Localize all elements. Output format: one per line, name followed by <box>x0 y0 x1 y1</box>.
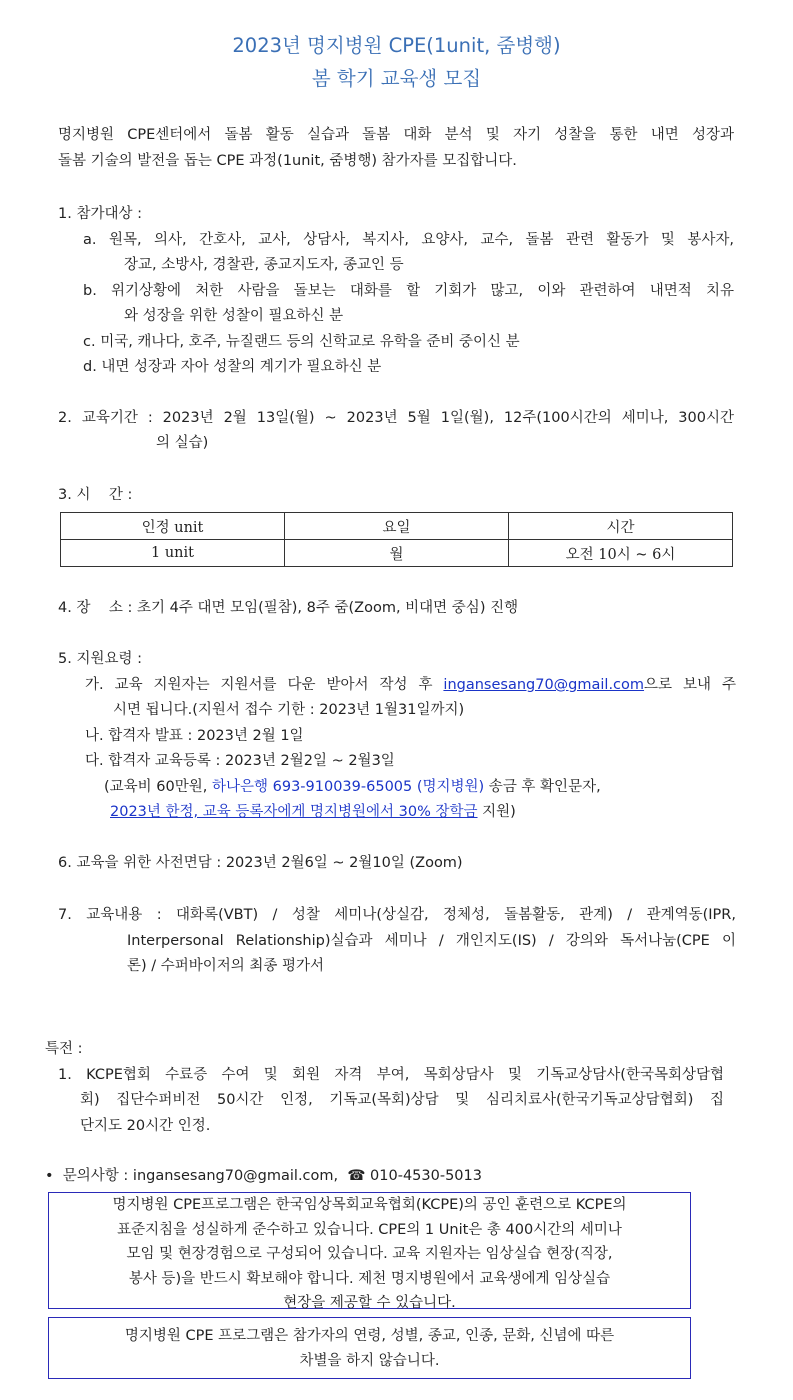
notice-box-kcpe <box>48 1192 691 1309</box>
contact-phone: 010-4530-5013 <box>370 1168 482 1184</box>
target-a-line-2: 장교, 소방사, 경찰관, 종교지도자, 종교인 등 <box>124 257 404 273</box>
notice-line: 차별을 하지 않습니다. <box>299 1352 440 1369</box>
table-cell: 오전 10시 ~ 6시 <box>509 540 733 567</box>
scholarship-text: 2023년 한정, 교육 등록자에게 명지병원에서 30% 장학금 <box>110 804 478 820</box>
target-c: c. 미국, 캐나다, 호주, 뉴질랜드 등의 신학교로 유학을 준비 중이신 분 <box>83 334 520 350</box>
period-line-2: 의 실습) <box>156 435 209 451</box>
scholarship-text-end: 지원) <box>477 804 516 820</box>
benefits-heading: 특전 : <box>45 1041 83 1057</box>
table-header-cell: 요일 <box>285 513 509 540</box>
benefits-line-2: 회) 집단수퍼비전 50시간 인정, 기독교(목회)상담 및 심리치료사(한국기독교상담협회) 집 <box>80 1092 724 1108</box>
apply-ga-line-2: 시면 됩니다.(지원서 접수 기한 : 2023년 1월31일까지) <box>113 702 465 718</box>
table-row <box>61 540 733 567</box>
benefits-line-1: 1. KCPE협회 수료증 수여 및 회원 자격 부여, 목회상담사 및 기독교상담사(한국목회상담협 <box>58 1067 724 1083</box>
intro-line-1: 명지병원 CPE센터에서 돌봄 활동 실습과 돌봄 대화 분석 및 자기 성찰을 통한 내면 성장과 <box>58 127 734 143</box>
content-line-1: 7. 교육내용 : 대화록(VBT) / 성찰 세미나(상실감, 정체성, 돌봄활동, 관계) / 관계역동(IPR, <box>58 907 736 923</box>
target-b-line-1: b. 위기상황에 처한 사람을 돌보는 대화를 할 기회가 많고, 이와 관련하여 내면적 치유 <box>83 283 734 299</box>
apply-ga-text-end: 으로 보내 주 <box>644 677 736 693</box>
notice-box-nondiscrimination <box>48 1317 691 1379</box>
table-cell: 1 unit <box>61 540 285 567</box>
bank-account: 하나은행 693-910039-65005 (명지병원) <box>211 779 485 795</box>
apply-na: 나. 합격자 발표 : 2023년 2월 1일 <box>85 728 304 744</box>
contact-line <box>45 1164 482 1185</box>
apply-ga-line-1 <box>85 673 736 694</box>
content-line-3: 론) / 수퍼바이저의 최종 평가서 <box>127 958 325 974</box>
apply-ga-text: 가. 교육 지원자는 지원서를 다운 받아서 작성 후 <box>85 677 444 693</box>
section-1-heading: 1. 참가대상 : <box>58 206 142 222</box>
table-header-cell: 시간 <box>509 513 733 540</box>
email-link[interactable]: ingansesang70@gmail.com <box>443 677 645 693</box>
fee-text-end: 송금 후 확인문자, <box>484 779 601 795</box>
notice-line: 명지병원 CPE 프로그램은 참가자의 연령, 성별, 종교, 인종, 문화, 신념에 따른 <box>124 1328 615 1344</box>
contact-label: 문의사항 : ingansesang70@gmail.com, <box>62 1168 339 1184</box>
fee-text: (교육비 60만원, <box>104 779 212 795</box>
location-line: 4. 장 소 : 초기 4주 대면 모임(필참), 8주 줌(Zoom, 비대면 중심) 진행 <box>58 600 519 616</box>
period-line-1: 2. 교육기간 : 2023년 2월 13일(월) ~ 2023년 5월 1일(월), 12주(100시간의 세미나, 300시간 <box>58 410 734 426</box>
target-b-line-2: 와 성장을 위한 성찰이 필요하신 분 <box>124 308 344 324</box>
fee-line <box>104 775 601 796</box>
intro-line-2: 돌봄 기술의 발전을 돕는 CPE 과정(1unit, 줌병행) 참가자를 모집합니다. <box>58 153 517 169</box>
apply-da: 다. 합격자 교육등록 : 2023년 2월2일 ~ 2월3일 <box>85 753 395 769</box>
content-line-2: Interpersonal Relationship)실습과 세미나 / 개인지도(IS) / 강의와 독서나눔(CPE 이 <box>127 933 736 949</box>
section-5-heading: 5. 지원요령 : <box>58 651 142 667</box>
page-subtitle: 봄 학기 교육생 모집 <box>311 67 482 90</box>
benefits-line-3: 단지도 20시간 인정. <box>80 1118 211 1134</box>
schedule-table <box>60 512 733 567</box>
notice-line: 현장을 제공할 수 있습니다. <box>283 1295 456 1311</box>
table-header-row <box>61 513 733 540</box>
section-3-heading: 3. 시 간 : <box>58 487 133 503</box>
scholarship-line <box>110 800 516 821</box>
bullet: • <box>45 1168 54 1184</box>
page-title: 2023년 명지병원 CPE(1unit, 줌병행) <box>232 34 561 57</box>
phone-icon: ☎ <box>347 1168 366 1184</box>
table-cell: 월 <box>285 540 509 567</box>
interview-line: 6. 교육을 위한 사전면담 : 2023년 2월6일 ~ 2월10일 (Zoom) <box>58 855 463 871</box>
notice-line: 명지병원 CPE프로그램은 한국임상목회교육협회(KCPE)의 공인 훈련으로 KCPE의 <box>112 1197 627 1213</box>
notice-line: 표준지침을 성실하게 준수하고 있습니다. CPE의 1 Unit은 총 400시간의 세미나 <box>117 1221 622 1238</box>
target-d: d. 내면 성장과 자아 성찰의 계기가 필요하신 분 <box>83 359 382 375</box>
notice-line: 모임 및 현장경험으로 구성되어 있습니다. 교육 지원자는 임상실습 현장(직장, <box>126 1246 613 1262</box>
table-header-cell: 인정 unit <box>61 513 285 540</box>
notice-line: 봉사 등)을 반드시 확보해야 합니다. 제천 명지병원에서 교육생에게 임상실습 <box>128 1270 611 1287</box>
target-a-line-1: a. 원목, 의사, 간호사, 교사, 상담사, 복지사, 요양사, 교수, 돌봄 관련 활동가 및 봉사자, <box>83 232 734 248</box>
